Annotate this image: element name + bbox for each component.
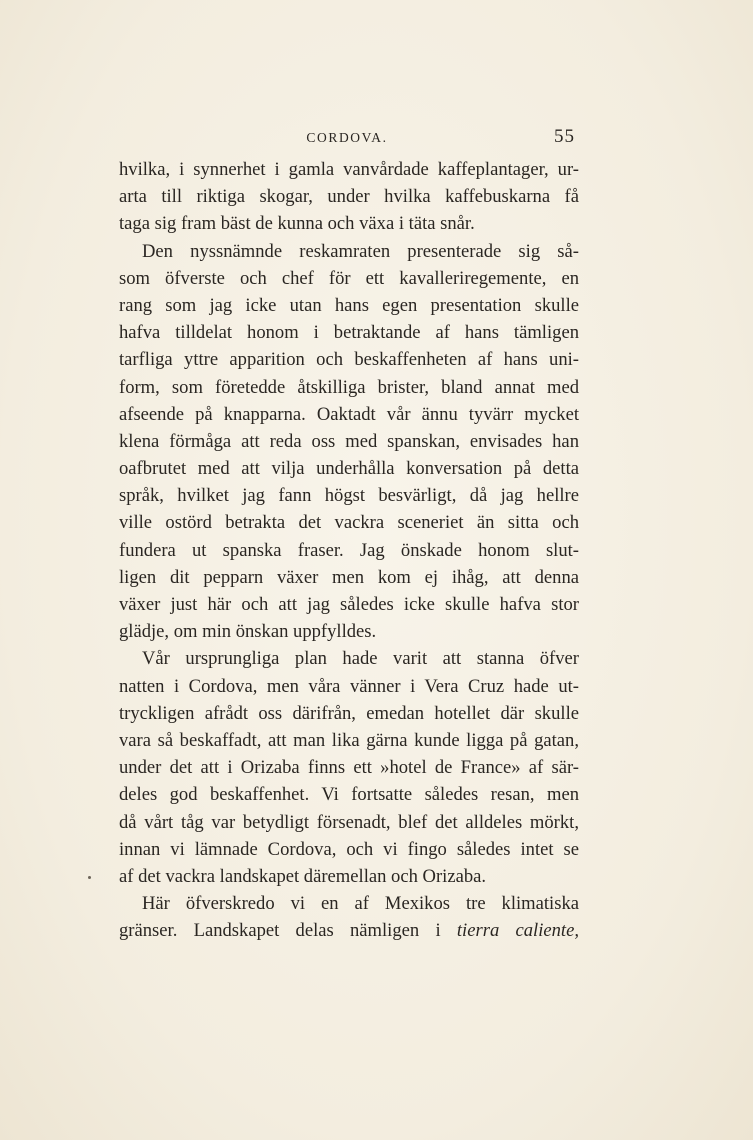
- text-line: af det vackra landskapet däremellan och Orizaba.: [119, 865, 487, 887]
- text-line: hvilka, i synnerhet i gamla vanvårdade kaffeplantager, ur-: [119, 159, 579, 180]
- body-text: [119, 156, 579, 944]
- text-line: som öfverste och chef för ett kavalleriregemente, en: [119, 267, 579, 289]
- text-line: under det att i Orizaba finns ett »hotel de France» af sär-: [119, 757, 579, 779]
- text-line: taga sig fram bäst de kunna och växa i täta snår.: [119, 213, 475, 235]
- text-line: växer just här och att jag således icke skulle hafva stor: [119, 594, 579, 615]
- stray-ink-mark: [88, 876, 91, 879]
- text-line: Vår ursprungliga plan hade varit att stanna öfver: [142, 648, 579, 670]
- text-line: då vårt tåg var betydligt försenadt, blef det alldeles mörkt,: [119, 811, 579, 833]
- running-title: CORDOVA.: [306, 130, 388, 145]
- text-line: afseende på knapparna. Oaktadt vår ännu tyvärr mycket: [119, 403, 579, 425]
- text-line: Den nyssnämnde reskamraten presenterade sig så-: [142, 240, 579, 262]
- text-line: språk, hvilket jag fann högst besvärligt, då jag hellre: [119, 485, 579, 507]
- text-line: vara så beskaffadt, att man lika gärna kunde ligga på gatan,: [119, 729, 579, 751]
- text-line: form, som företedde åtskilliga brister, bland annat med: [119, 376, 579, 398]
- text-line: Här öfverskredo vi en af Mexikos tre klimatiska: [142, 893, 579, 915]
- text-line: innan vi lämnade Cordova, och vi fingo således intet se: [119, 838, 579, 860]
- text-line-roman: gränser. Landskapet delas nämligen i: [119, 920, 441, 942]
- text-line: glädje, om min önskan uppfylldes.: [119, 621, 377, 643]
- text-line: fundera ut spanska fraser. Jag önskade honom slut-: [119, 539, 579, 561]
- text-line: hafva tilldelat honom i betraktande af hans tämligen: [119, 322, 579, 344]
- text-line: oafbrutet med att vilja underhålla konversation på detta: [119, 458, 579, 480]
- text-line: ligen dit pepparn växer men kom ej ihåg, att denna: [119, 566, 579, 588]
- text-line: natten i Cordova, men våra vänner i Vera Cruz hade ut-: [119, 675, 579, 697]
- page-header: [119, 126, 575, 150]
- text-line: deles god beskaffenhet. Vi fortsatte således resan, men: [119, 784, 579, 806]
- text-line: tarfliga yttre apparition och beskaffenheten af hans uni-: [119, 349, 579, 371]
- text-line: klena förmåga att reda oss med spanskan, envisades han: [119, 430, 579, 452]
- italic-term: tierra caliente,: [456, 920, 579, 942]
- page-number: 55: [554, 126, 575, 147]
- text-line: ville ostörd betrakta det vackra sceneriet än sitta och: [119, 512, 579, 534]
- text-line: tryckligen afrådt oss därifrån, emedan hotellet där skulle: [119, 702, 579, 724]
- text-line: arta till riktiga skogar, under hvilka kaffebuskarna få: [119, 186, 579, 208]
- text-line-last: [119, 917, 579, 944]
- text-line: rang som jag icke utan hans egen presentation skulle: [119, 294, 579, 316]
